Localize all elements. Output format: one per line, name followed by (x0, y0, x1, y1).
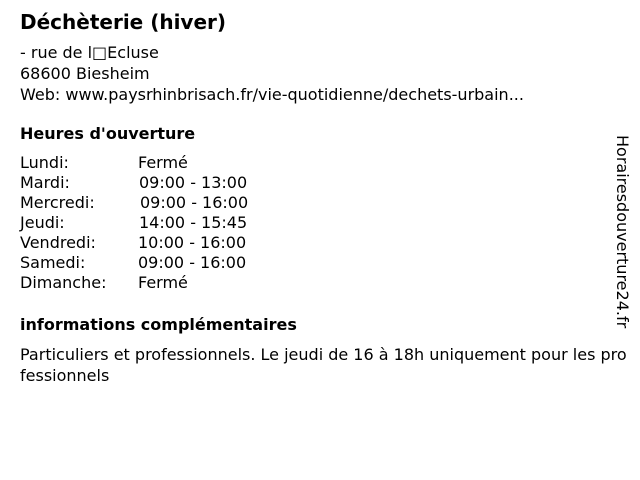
page-title: Déchèterie (hiver) (20, 10, 227, 34)
day-label: Lundi: (20, 153, 69, 172)
additional-info-heading: informations complémentaires (20, 315, 297, 334)
day-hours: Fermé (138, 273, 188, 292)
opening-hours-heading: Heures d'ouverture (20, 124, 196, 143)
day-label: Samedi: (20, 253, 86, 272)
address-city: 68600 Biesheim (20, 64, 150, 83)
watermark: Horairesdouverture24.fr (613, 135, 632, 329)
additional-info-text: Particuliers et professionnels. Le jeudi de 16 à 18h uniquement pour les professionnels (20, 345, 627, 385)
day-label: Dimanche: (20, 273, 107, 292)
day-label: Vendredi: (20, 233, 96, 252)
day-hours: 09:00 - 16:00 (138, 253, 247, 272)
day-label: Mercredi: (20, 193, 95, 212)
day-label: Mardi: (20, 173, 70, 192)
day-hours: 09:00 - 16:00 (140, 193, 249, 212)
day-hours: 09:00 - 13:00 (139, 173, 248, 192)
day-hours: 10:00 - 16:00 (138, 233, 247, 252)
day-label: Jeudi: (20, 213, 65, 232)
day-hours: 14:00 - 15:45 (139, 213, 248, 232)
website-link[interactable]: Web: www.paysrhinbrisach.fr/vie-quotidienne/dechets-urbain... (20, 85, 524, 104)
address-street: - rue de l□Ecluse (20, 43, 159, 62)
day-hours: Fermé (138, 153, 188, 172)
